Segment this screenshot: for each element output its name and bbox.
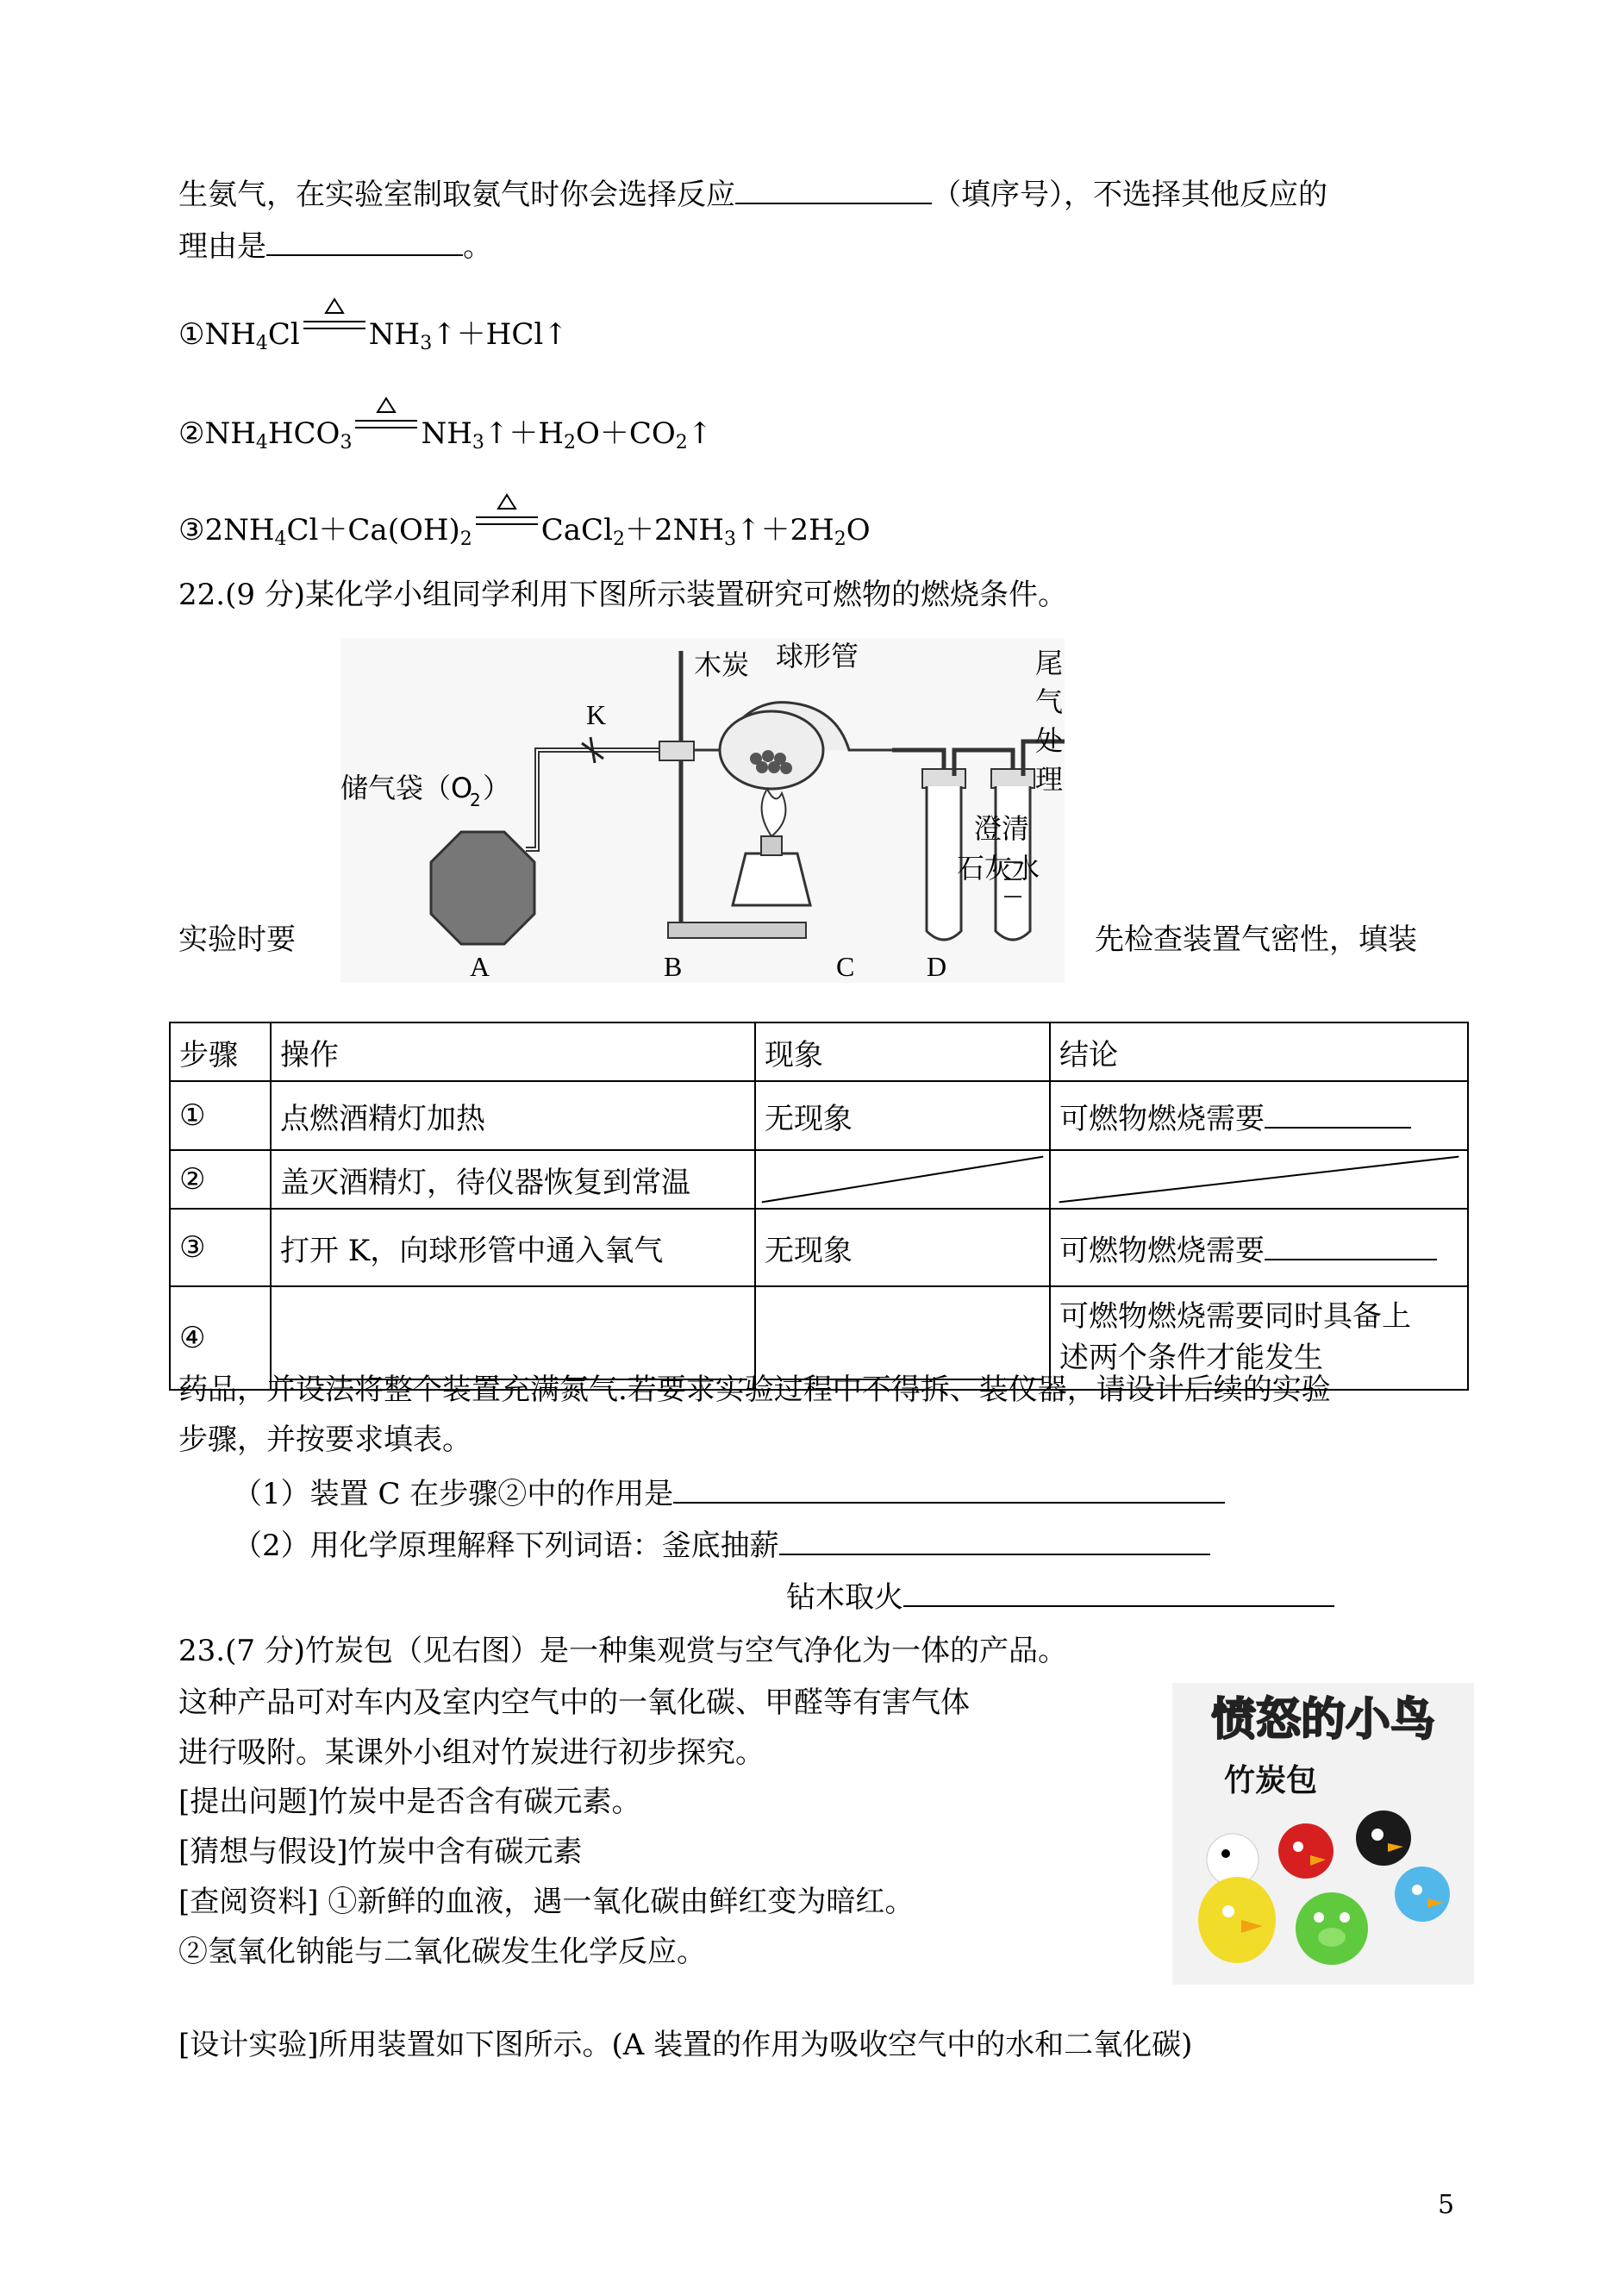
blue-bird-icon — [1395, 1867, 1450, 1922]
q23-line-3: [提出问题]竹炭中是否含有碳元素。 — [178, 1785, 641, 1819]
q23-line-6: ②氢氧化钠能与二氧化碳发生化学反应。 — [178, 1935, 706, 1969]
q22-sub-2: （2）用化学原理解释下列词语：釜底抽薪 — [233, 1528, 1210, 1564]
answer-blank-condition-2[interactable] — [1265, 1233, 1437, 1260]
q22-sub-1: （1）装置 C 在步骤②中的作用是 — [233, 1476, 1225, 1512]
label-charcoal: 木炭 — [694, 648, 750, 681]
q23-line-1: 这种产品可对车内及室内空气中的一氧化碳、甲醛等有害气体 — [178, 1685, 970, 1720]
slash-cell — [755, 1150, 1050, 1209]
q22-after-line-1: 药品，并设法将整个装置充满氮气.若要求实验过程中不得拆、装仪器，请设计后续的实验 — [178, 1373, 1331, 1407]
label-gas-bag-sub: 2 — [470, 790, 481, 810]
q23-line-5: [查阅资料] ①新鲜的血液，遇一氧化碳由鲜红变为暗红。 — [178, 1885, 915, 1919]
label-bulb-tube: 球形管 — [776, 640, 859, 672]
answer-blank-condition-1[interactable] — [1265, 1101, 1411, 1129]
answer-blank-fudi[interactable] — [779, 1528, 1210, 1555]
answer-blank-reason[interactable] — [266, 228, 463, 256]
answer-blank-c-role[interactable] — [673, 1476, 1225, 1504]
label-d: D — [927, 951, 947, 982]
yellow-bird-icon — [1198, 1877, 1276, 1963]
label-lime-2: 石灰水 — [957, 852, 1040, 885]
answer-blank-zuanmu[interactable] — [903, 1579, 1334, 1607]
reaction-1: $①NH_4Cl$ $NH_3↑+HCl↑$ — [178, 315, 568, 355]
red-bird-icon — [1278, 1823, 1334, 1879]
q23-line-2: 进行吸附。某课外小组对竹炭进行初步探究。 — [178, 1735, 765, 1770]
q22-after-line-2: 步骤，并按要求填表。 — [178, 1423, 472, 1457]
green-pig-icon — [1296, 1892, 1368, 1965]
alcohol-lamp-icon — [733, 854, 810, 905]
photo-title: 愤怒的小鸟 — [1210, 1694, 1436, 1746]
table-row: ③ 打开 K，向球形管中通入氧气 无现象 可燃物燃烧需要 — [170, 1209, 1468, 1286]
q22-left-text: 实验时要 — [178, 922, 296, 957]
label-tail-3: 处 — [1035, 724, 1064, 757]
heat-equals-sign — [472, 510, 541, 545]
q23-header: 23.(7 分)竹炭包（见右图）是一种集观赏与空气净化为一体的产品。 — [178, 1634, 1068, 1668]
reaction-3: $③2NH_4Cl+Ca(OH)_2$ $CaCl_2+2NH_3↑+2H_2O$ — [178, 510, 871, 551]
page-number: 5 — [1438, 2190, 1455, 2220]
reaction-2: $②NH_4HCO_3$ $NH_3↑+H_2O+CO_2↑$ — [178, 414, 712, 454]
label-tail-2: 气 — [1035, 685, 1064, 718]
table-row: ④ 可燃物燃烧需要同时具备上 述两个条件才能发生 — [170, 1286, 1468, 1390]
q22-header: 22.(9 分)某化学小组同学利用下图所示装置研究可燃物的燃烧条件。 — [178, 578, 1068, 612]
answer-blank-reaction[interactable] — [735, 177, 932, 204]
label-lime-1: 澄清 — [974, 812, 1030, 845]
label-k: K — [586, 699, 607, 730]
photo-subtitle: 竹炭包 — [1224, 1763, 1318, 1798]
slash-cell — [1050, 1150, 1468, 1209]
table-row: ① 点燃酒精灯加热 无现象 可燃物燃烧需要 — [170, 1081, 1468, 1150]
table-header-row: 步骤 操作 现象 结论 — [170, 1022, 1468, 1081]
heat-equals-sign — [352, 414, 421, 448]
gas-bag-icon — [431, 832, 534, 944]
black-bird-icon — [1356, 1810, 1411, 1866]
intro-line-1: 生氨气，在实验室制取氨气时你会选择反应 （填序号），不选择其他反应的 — [178, 178, 1327, 212]
steps-table — [169, 1022, 1469, 1391]
label-tail-4: 理 — [1035, 763, 1064, 796]
label-tail-1: 尾 — [1035, 647, 1064, 679]
product-photo — [1172, 1683, 1474, 1985]
q23-line-7: [设计实验]所用装置如下图所示。(A 装置的作用为吸收空气中的水和二氧化碳) — [178, 2028, 1193, 2062]
heat-equals-sign — [300, 315, 369, 349]
label-gas-bag: 储气袋（O — [340, 772, 473, 804]
combustion-apparatus-diagram — [340, 638, 1065, 983]
label-a: A — [470, 951, 490, 982]
table-row: ② 盖灭酒精灯，待仪器恢复到常温 — [170, 1150, 1468, 1209]
label-b: B — [664, 951, 683, 982]
q22-right-text: 先检查装置气密性，填装 — [1095, 922, 1417, 957]
intro-line-2: 理由是 。 — [178, 229, 492, 264]
q22-sub-3: 钻木取火 — [786, 1579, 1334, 1616]
label-gas-bag-end: ） — [483, 772, 511, 804]
label-c: C — [836, 951, 855, 982]
q23-line-4: [猜想与假设]竹炭中含有碳元素 — [178, 1835, 583, 1869]
